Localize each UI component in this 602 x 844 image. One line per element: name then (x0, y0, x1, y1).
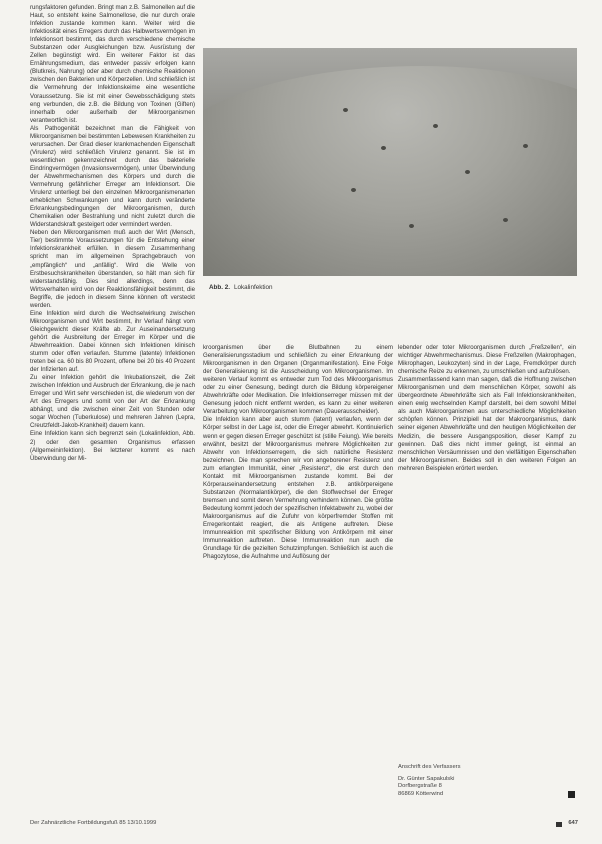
paragraph: Zusammenfassend kann man sagen, daß die Hoffnung zwischen Mikroorganismen und dem menschlichen Körper, sowohl als übergeordnete Abwehrkräfte sich als Fall Infektionskrankheiten, einen ewig wechselnden Kampf darstellt, bei dem sowohl Mittel als auch Makroorganismen aus unterschiedliche Möglichkeiten schöpfen können. Prinzipiell hat der Makroorganismus, dank seiner eigenen Abwehrkräfte und den heutigen Möglichkeiten der Medizin, die bessere Ausgangsposition, dieser Kampf zu gewinnen. Daß dies nicht immer gelingt, ist einmal an menschlichen Versäumnissen und den vielfältigen Eigenschaften der Mikroorganismen. Beides soll in den weiteren Folgen an mehreren Beispielen erörtert werden. (398, 376, 576, 472)
caption-number: Abb. 2. (209, 284, 230, 291)
paragraph: lebender oder toter Mikroorganismen durch „Freßzellen“, ein wichtiger Abwehrmechanismus. Diese Freßzellen (Makrophagen, Mikrophagen, Leukozyten) sind in der Lage, Fremdkörper durch chemische Reize zu erkennen, zu umschließen und aufzulösen. (398, 344, 576, 376)
photo-lesion (503, 218, 508, 222)
paragraph: kroorganismen über die Blutbahnen zu einem Generalisierungsstadium und schließlich zu einer Erkrankung der Mikroorganismen in den Organen (Organmanifestation). Eine Folge der Generalisierung ist die Ausscheidung von Mikroorganismen. Im weiteren Verlauf kommt es entweder zum Tod des Mikroorganismus oder zu einer Genesung, bedingt durch die Bildung körpereigener Abwehrkräfte oder Medikation. Die Infektionserreger müssen mit der Genesung jedoch nicht entfernt werden, es kann zu einer weiteren Verarbeitung von Mikroorganismen kommen (Dauerausscheider). (203, 344, 393, 416)
page-footer (30, 820, 578, 830)
photo-lesion (523, 144, 528, 148)
paragraph: Zu einer Infektion gehört die Inkubationszeit, die Zeit zwischen Infektion und Ausbruch der Erkrankung, die je nach Erreger und Wirt sehr verschieden ist, die wiederum von der Art des Erregers und somit von der Art der Erkrankung abhängt, und die zwischen einer Zeit von Stunden oder sogar Wochen (Tuberkulose) und mehreren Jahren (Lepra, Creutzfeldt-Jakob-Krankheit) dauern kann. (30, 374, 195, 430)
photo-skin-surface (203, 66, 577, 276)
photo-lesion (465, 170, 470, 174)
page-number: 647 (568, 820, 578, 826)
author-address-line: Dr. Günter Sapakulski (398, 775, 455, 782)
figure-photo-skin-infection (203, 48, 577, 276)
photo-lesion (343, 108, 348, 112)
footer-marker (556, 822, 562, 827)
author-address-line: Dorfbergstraße 8 (398, 783, 442, 790)
photo-lesion (381, 146, 386, 150)
paragraph: rungsfaktoren gefunden. Bringt man z.B. Salmonellen auf die Haut, so entsteht keine Salmonellose, die nur durch orale Infektion zustande kommen kann. Weiter wird die Infektiosität eines Erregers durch das Halbwertsvermögen im Infektionsort bestimmt, das durch verschiedene chemische Substanzen oder Ausgleichungen bzw. Ausrüstung der Zellen begünstigt wird. Ein weiterer Faktor ist das Ernährungsmedium, das entweder passiv erfolgen kann (Blutkreis, Nahrung) oder aber durch chemische Reaktionen zwischen den Bakterien und Körperzellen. Und schließlich ist die Vermehrung der Infektionskeime eine wesentliche Voraussetzung. Sie ist mit einer Gewebsschädigung stets eng verbunden, die z.B. die Bildung von Toxinen (Giften) innerhalb oder außerhalb der Mikroorganismen verantwortlich ist. (30, 4, 195, 124)
footer-journal: Der Zahnärztliche Fortbildungsfuß 85 13/10.1999 (30, 820, 157, 826)
photo-lesion (433, 124, 438, 128)
text-column-middle (203, 344, 393, 812)
text-column-right (398, 344, 576, 560)
article-end-marker (568, 791, 575, 798)
text-column-left (30, 4, 195, 812)
photo-lesion (351, 188, 356, 192)
paragraph: Als Pathogenität bezeichnet man die Fähigkeit von Mikroorganismen bei bestimmten Lebewesen Krankheiten zu verursachen. Der Grad dieser krankmachenden Eigenschaft (Virulenz) wird schließlich Virulenz genannt. Sie ist im wesentlichen gekennzeichnet durch das bakterielle Eindringvermögen (Invasionsvermögen), unter Überwindung der Abwehrmechanismen des Körpers und durch die Vermehrung gefährlicher Erreger am Infektionsort. Die Virulenz unterliegt bei den einzelnen Mikroorganismenarten erheblichen Schwankungen und kann durch veränderte Erkrankungsbedingungen der Mikroorganismen, durch Chemikalien oder Bestrahlung und nicht zuletzt durch die Widerstandskraft gesteigert oder vermindert werden. (30, 124, 195, 229)
author-address (398, 764, 568, 798)
paragraph: Die Infektion kann aber auch stumm (latent) verlaufen, wenn der Körper selbst in der Lage ist, oder die Erreger abwehrt. Kontinuierlich wenn er gegen diesen Erreger geschützt ist (stille Feiung). Wie bereits erwähnt, besitzt der Mikroorganismus mehrere Möglichkeiten zur Abwehr von Infektionserregern, die sich natürliche Resistenz bezeichnen. Die man sprechen wir von angeborener Resistenz und zum erlangten Immunität, einer „Resistenz“, die erst durch den Kontakt mit Mikroorganismen zustande kommt. Bei der Körperauseinandersetzung entstehen z.B. antikörpereigene Substanzen (Normalantikörper), die den Stoffwechsel der Erreger bremsen und somit deren Vermehrung verhindern können. Die größte Bedeutung kommt jedoch der spezifischen Infektabwehr zu, wobei der Makroorganismus auf die Zufuhr von körperfremder Stoffen mit Erregerkontakt reagiert, die als Antigene auftreten. Diese Immunreaktion mit spezifischer Bildung von Antikörpern mit einer Immunreaktion auftreten. Diese Immunreaktion nun auch die Grundlage für die gezielten Schutzimpfungen. Schließlich ist auch die Phagozytose, die Aufnahme und Auflösung der (203, 416, 393, 561)
paragraph: Neben den Mikroorganismen muß auch der Wirt (Mensch, Tier) bestimmte Voraussetzungen für die Entstehung einer Infektionskrankheit erfüllen. In diesem Zusammenhang spricht man im allgemeinen Sprachgebrauch von „empfänglich“ und „anfällig“. Wird die Welle von Erstbesuchskrankheiten überstanden, so hält man sich für widerstandsfähig. Dies sind allerdings, denn das Wirtsverhalten wird von der Reaktionsfähigkeit bestimmt, die Begriffe, die jedoch in diesem Sinne können oft versteckt werden. (30, 229, 195, 309)
author-address-title: Anschrift des Verfassers (398, 764, 461, 770)
author-address-line: 86869 Kötterwind (398, 790, 444, 797)
paragraph: Eine Infektion wird durch die Wechselwirkung zwischen Mikroorganismen und Wirt bestimmt, ihr Verlauf hängt vom Gleichgewicht dieser Kräfte ab. Zur Auseinandersetzung gehört die Ausbreitung der Erreger im Körper und die Abwehrreaktion. Dabei können sich Infektionen klinisch stumm oder offen verlaufen. Stumme (latente) Infektionen treten bei ca. 60 bis 80 Prozent, offene bei 20 bis 40 Prozent der Infizierten auf. (30, 309, 195, 374)
figure-caption (209, 284, 273, 291)
photo-lesion (409, 224, 414, 228)
caption-text: Lokalinfektion (234, 284, 273, 291)
paragraph: Eine Infektion kann sich begrenzt sein (Lokalinfektion, Abb. 2) oder den gesamten Organismus erfassen (Allgemeininfektion). Bei letzterer kommt es nach Überwindung der Mi- (30, 430, 195, 462)
